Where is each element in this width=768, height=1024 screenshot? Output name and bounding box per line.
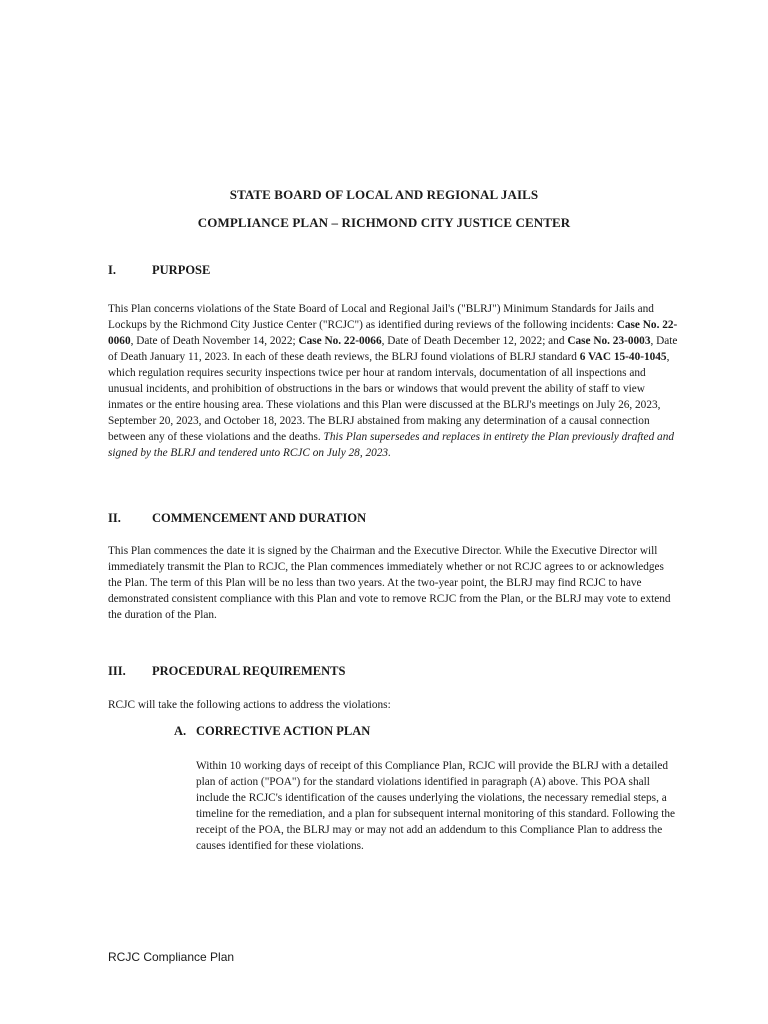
section-number: I.	[108, 263, 116, 277]
subsection-title: CORRECTIVE ACTION PLAN	[196, 724, 371, 738]
section-heading-procedural	[108, 664, 345, 679]
supersede-notice: This Plan supersedes and replaces in entirety the Plan previously drafted and signed by the BLRJ and tendered unto RCJC on July 28, 2023.	[108, 431, 674, 459]
section-title: PURPOSE	[152, 263, 211, 277]
subsection-letter: A.	[174, 724, 187, 738]
corrective-action-paragraph: Within 10 working days of receipt of this Compliance Plan, RCJC will provide the BLRJ with a detailed plan of action ("POA") for the standard violations identified in paragraph (A) above. This POA shall include the RCJC's identification of the causes underlying the violations, the necessary remedial steps, a timeline for the remediation, and a plan for subsequent internal monitoring of this standard. Following the receipt of the POA, the BLRJ may or may not add an addendum to this Compliance Plan to address the causes identified for these violations.	[196, 760, 676, 852]
purpose-text: This Plan concerns violations of the State Board of Local and Regional Jail's ("BLRJ") Minimum Standards for Jails and Lockups by the Richmond City Justice Center ("RCJC") as identified during reviews of the following incidents:	[108, 303, 654, 331]
purpose-text: , Date of Death December 12, 2022; and	[381, 335, 568, 347]
section-number: II.	[108, 511, 121, 525]
document-title-line-2: COMPLIANCE PLAN – RICHMOND CITY JUSTICE CENTER	[197, 215, 571, 230]
procedural-intro: RCJC will take the following actions to address the violations:	[108, 699, 391, 711]
case-number: Case No. 23-0003	[567, 335, 651, 347]
section-title: COMMENCEMENT AND DURATION	[152, 511, 367, 525]
section-heading-commencement	[108, 511, 366, 526]
purpose-text: , Date of Death November 14, 2022;	[130, 335, 299, 347]
purpose-text: , Date of Death January 11, 2023. In each of these death reviews, the BLRJ found violations of BLRJ standard	[108, 335, 678, 363]
page-footer: RCJC Compliance Plan	[108, 950, 235, 964]
section-heading-purpose	[108, 263, 210, 278]
section-number: III.	[108, 664, 126, 678]
case-number: Case No. 22-0066	[298, 335, 382, 347]
subsection-heading-corrective-action	[174, 724, 370, 739]
purpose-text: , which regulation requires security inspections twice per hour at random intervals, documentation of all inspections and unusual incidents, and prohibition of obstructions in the bars or windows that would prevent the ability of staff to view inmates or the entire housing area. These violations and this Plan were discussed at the BLRJ's meetings on July 26, 2023, September 20, 2023, and October 18, 2023. The BLRJ abstained from making any determination of a causal connection between any of these violations and the deaths.	[108, 351, 670, 443]
document-title-line-1: STATE BOARD OF LOCAL AND REGIONAL JAILS	[229, 187, 539, 202]
case-number: Case No. 22-0060	[108, 319, 678, 347]
standard-reference: 6 VAC 15-40-1045	[579, 351, 667, 363]
purpose-paragraph	[108, 301, 678, 461]
commencement-paragraph: This Plan commences the date it is signed by the Chairman and the Executive Director. While the Executive Director will immediately transmit the Plan to RCJC, the Plan commences immediately whether or not RCJC agrees to or acknowledges the Plan. The term of this Plan will be no less than two years. At the two-year point, the BLRJ may find RCJC to have demonstrated consistent compliance with this Plan and vote to remove RCJC from the Plan, or the BLRJ may vote to extend the duration of the Plan.	[108, 545, 671, 621]
section-title: PROCEDURAL REQUIREMENTS	[152, 664, 346, 678]
